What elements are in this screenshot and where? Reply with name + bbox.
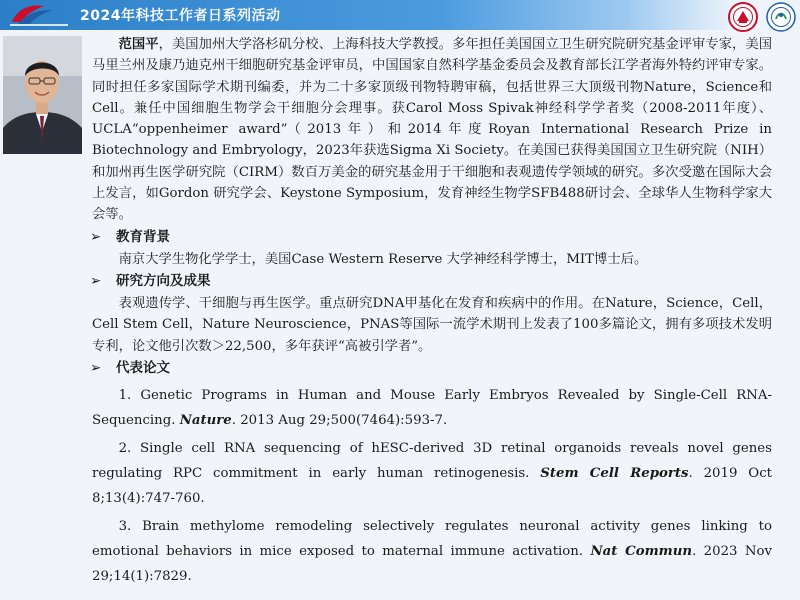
publication-journal: Nature (179, 412, 232, 428)
publication-item (92, 436, 772, 511)
publication-item (92, 383, 772, 433)
organization-logo-icon (4, 2, 74, 28)
arrow-bullet-icon: ➢ (90, 359, 102, 376)
institute-seal-icon (766, 2, 796, 32)
publication-journal: Stem Cell Reports (540, 465, 689, 481)
publication-citation: . 2013 Aug 29;500(7464):593-7. (231, 412, 448, 428)
arrow-bullet-icon: ➢ (90, 272, 102, 289)
section-education-heading (90, 226, 772, 249)
publication-title: 3. Brain methylome remodeling selectively regulates neuronal activity genes linking to emotional behaviors in mice exposed to maternal immune activation. (92, 518, 772, 559)
portrait-figure-icon (3, 36, 82, 154)
education-text: 南京大学生物化学学士，美国Case Western Reserve 大学神经科学博士，MIT博士后。 (118, 251, 648, 267)
section-title: 教育背景 (116, 228, 170, 245)
publication-title: 1. Genetic Programs in Human and Mouse Early Embryos Revealed by Single-Cell RNA-Sequencing. (92, 387, 772, 428)
section-research-heading (90, 270, 772, 293)
section-papers-heading (90, 357, 772, 380)
section-title: 研究方向及成果 (116, 272, 211, 289)
publication-citation: . 2019 Oct 8;13(4):747-760. (92, 465, 772, 506)
profile-content (92, 34, 772, 589)
publication-journal: Nat Commun (590, 543, 693, 559)
research-text: 表观遗传学、干细胞与再生医学。重点研究DNA甲基化在发育和疾病中的作用。在Nature，Science，Cell，Cell Stem Cell，Nature Neuroscience，PNAS等国际一流学术期刊上发表了100多篇论文，拥有多项技术发明专利，论文他引次数＞22,500，多年获评“高被引学者”。 (92, 295, 772, 354)
publication-title: 2. Single cell RNA sequencing of hESC-derived 3D retinal organoids reveals novel genes regulating RPC commitment in early human retinogenesis. (92, 440, 772, 481)
arrow-bullet-icon: ➢ (90, 228, 102, 245)
publication-citation: . 2023 Nov 29;14(1):7829. (92, 543, 773, 584)
header-bar (0, 0, 800, 30)
university-seal-icon (728, 2, 758, 32)
publication-item (92, 514, 772, 589)
section-title: 代表论文 (116, 359, 170, 376)
portrait-photo (3, 36, 82, 154)
bio-paragraph (92, 34, 772, 226)
page-title: 2024年科技工作者日系列活动 (80, 8, 281, 24)
person-name: 范国平 (118, 37, 159, 52)
bio-text: ，美国加州大学洛杉矶分校、上海科技大学教授。多年担任美国国立卫生研究院研究基金评审专家，美国马里兰州及康乃迪克州干细胞研究基金评审员，中国国家自然科学基金委员会及教育部长江学者海外特约评审专家。同时担任多家国际学术期刊编委，并为二十多家顶级刊物特聘审稿，包括世界三大顶级刊物Nature，Science和Cell。兼任中国细胞生物学会干细胞分会理事。获Carol Moss Spivak神经科学学者奖（2008-2011年度）、UCLA“oppenheimer award”（2013年）和2014年度Royan International Research Prize in Biotechnology and Embryology，2023年获选Sigma Xi Society。在美国已获得美国国立卫生研究院（NIH）和加州再生医学研究院（CIRM）数百万美金的研究基金用于干细胞和表观遗传学领域的研究。多次受邀在国际大会上发言，如Gordon 研究学会、Keystone Symposium，发育神经生物学SFB488研讨会、全球华人生物科学家大会等。 (92, 37, 773, 223)
